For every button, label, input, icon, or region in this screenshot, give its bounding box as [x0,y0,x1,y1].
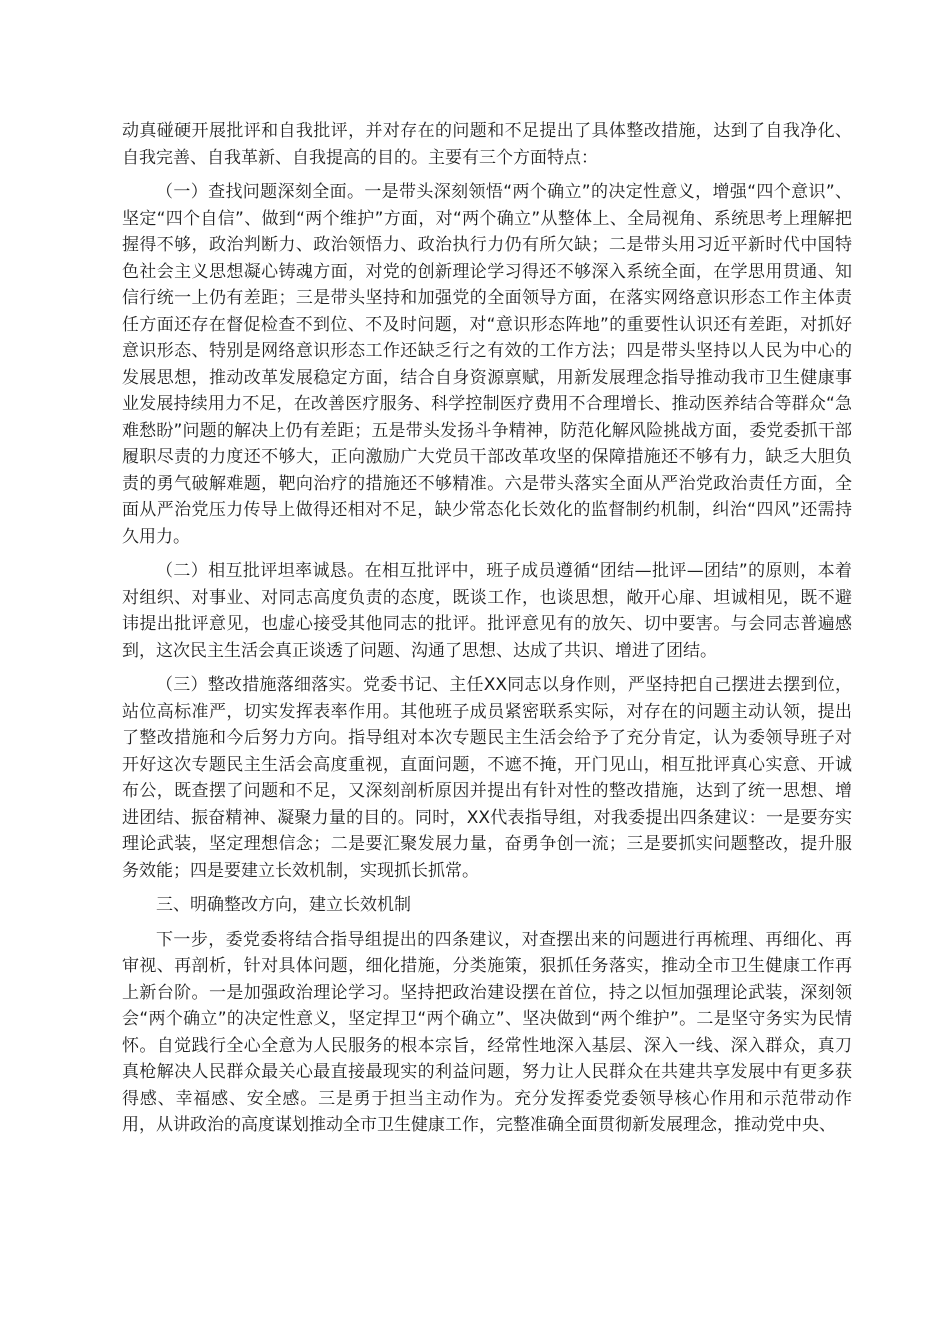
section-heading-three: 三、明确整改方向，建立长效机制 [156,895,411,915]
paragraph-rectification-measures: （三）整改措施落细落实。党委书记、主任XX同志以身作则，严坚持把自己摆进去摆到位，站位高标准严，切实发挥表率作用。其他班子成员紧密联系实际，对存在的问题主动认领，提出了整改措施和今后努力方向。指导组对本次专题民主生活会给予了充分肯定，认为委领导班子对开好这次专题民主生活会高度重视，直面问题，不遮不掩，开门见山，相互批评真心实意、开诚布公，既查摆了问题和不足，又深刻剖析原因并提出有针对性的整改措施，达到了统一思想、增进团结、振奋精神、凝聚力量的目的。同时，XX代表指导组，对我委提出四条建议：一是要夯实理论武装，坚定理想信念；二是要汇聚发展力量，奋勇争创一流；三是要抓实问题整改，提升服务效能；四是要建立长效机制，实现抓长抓常。 [122,675,852,881]
paragraph-finding-problems: （一）查找问题深刻全面。一是带头深刻领悟“两个确立”的决定性意义，增强“四个意识”、坚定“四个自信”、做到“两个维护”方面，对“两个确立”从整体上、全局视角、系统思考上理解把握得不够，政治判断力、政治领悟力、政治执行力仍有所欠缺；二是带头用习近平新时代中国特色社会主义思想凝心铸魂方面，对党的创新理论学习得还不够深入系统全面，在学思用贯通、知信行统一上仍有差距；三是带头坚持和加强党的全面领导方面，在落实网络意识形态工作主体责任方面还存在督促检查不到位、不及时问题，对“意识形态阵地”的重要性认识还有差距，对抓好意识形态、特别是网络意识形态工作还缺乏行之有效的工作方法；四是带头坚持以人民为中心的发展思想，推动改革发展稳定方面，结合自身资源禀赋，用新发展理念指导推动我市卫生健康事业发展持续用力不足，在改善医疗服务、科学控制医疗费用不合理增长、推动医养结合等群众“急难愁盼”问题的解决上仍有差距；五是带头发扬斗争精神，防范化解风险挑战方面，委党委抓干部履职尽责的力度还不够大，正向激励广大党员干部改革攻坚的保障措施还不够有力，缺乏大胆负责的勇气破解难题，靶向治疗的措施还不够精准。六是带头落实全面从严治党政治责任方面，全面从严治党压力传导上做得还相对不足，缺少常态化长效化的监督制约机制，纠治“四风”还需持久用力。 [122,182,852,547]
paragraph-next-steps: 下一步，委党委将结合指导组提出的四条建议，对查摆出来的问题进行再梳理、再细化、再审视、再剖析，针对具体问题，细化措施，分类施策，狠抓任务落实，推动全市卫生健康工作再上新台阶。一是加强政治理论学习。坚持把政治建设摆在首位，持之以恒加强理论武装，深刻领会“两个确立”的决定性意义，坚定捍卫“两个确立”、坚决做到“两个维护”。二是坚守务实为民情怀。自觉践行全心全意为人民服务的根本宗旨，经常性地深入基层、深入一线、深入群众，真刀真枪解决人民群众最关心最直接最现实的利益问题，努力让人民群众在共建共享发展中有更多获得感、幸福感、安全感。三是勇于担当主动作为。充分发挥委党委领导核心作用和示范带动作用，从讲政治的高度谋划推动全市卫生健康工作，完整准确全面贯彻新发展理念，推动党中央、 [122,929,852,1135]
document-body [122,118,852,1139]
paragraph-intro-continuation: 动真碰硬开展批评和自我批评，并对存在的问题和不足提出了具体整改措施，达到了自我净化、自我完善、自我革新、自我提高的目的。主要有三个方面特点： [122,121,852,168]
paragraph-mutual-criticism: （二）相互批评坦率诚恳。在相互批评中，班子成员遵循“团结—批评—团结”的原则，本着对组织、对事业、对同志高度负责的态度，既谈工作，也谈思想，敞开心扉、坦诚相见，既不避讳提出批评意见，也虚心接受其他同志的批评。批评意见有的放矢、切中要害。与会同志普遍感到，这次民主生活会真正谈透了问题、沟通了思想、达成了共识、增进了团结。 [122,561,852,661]
